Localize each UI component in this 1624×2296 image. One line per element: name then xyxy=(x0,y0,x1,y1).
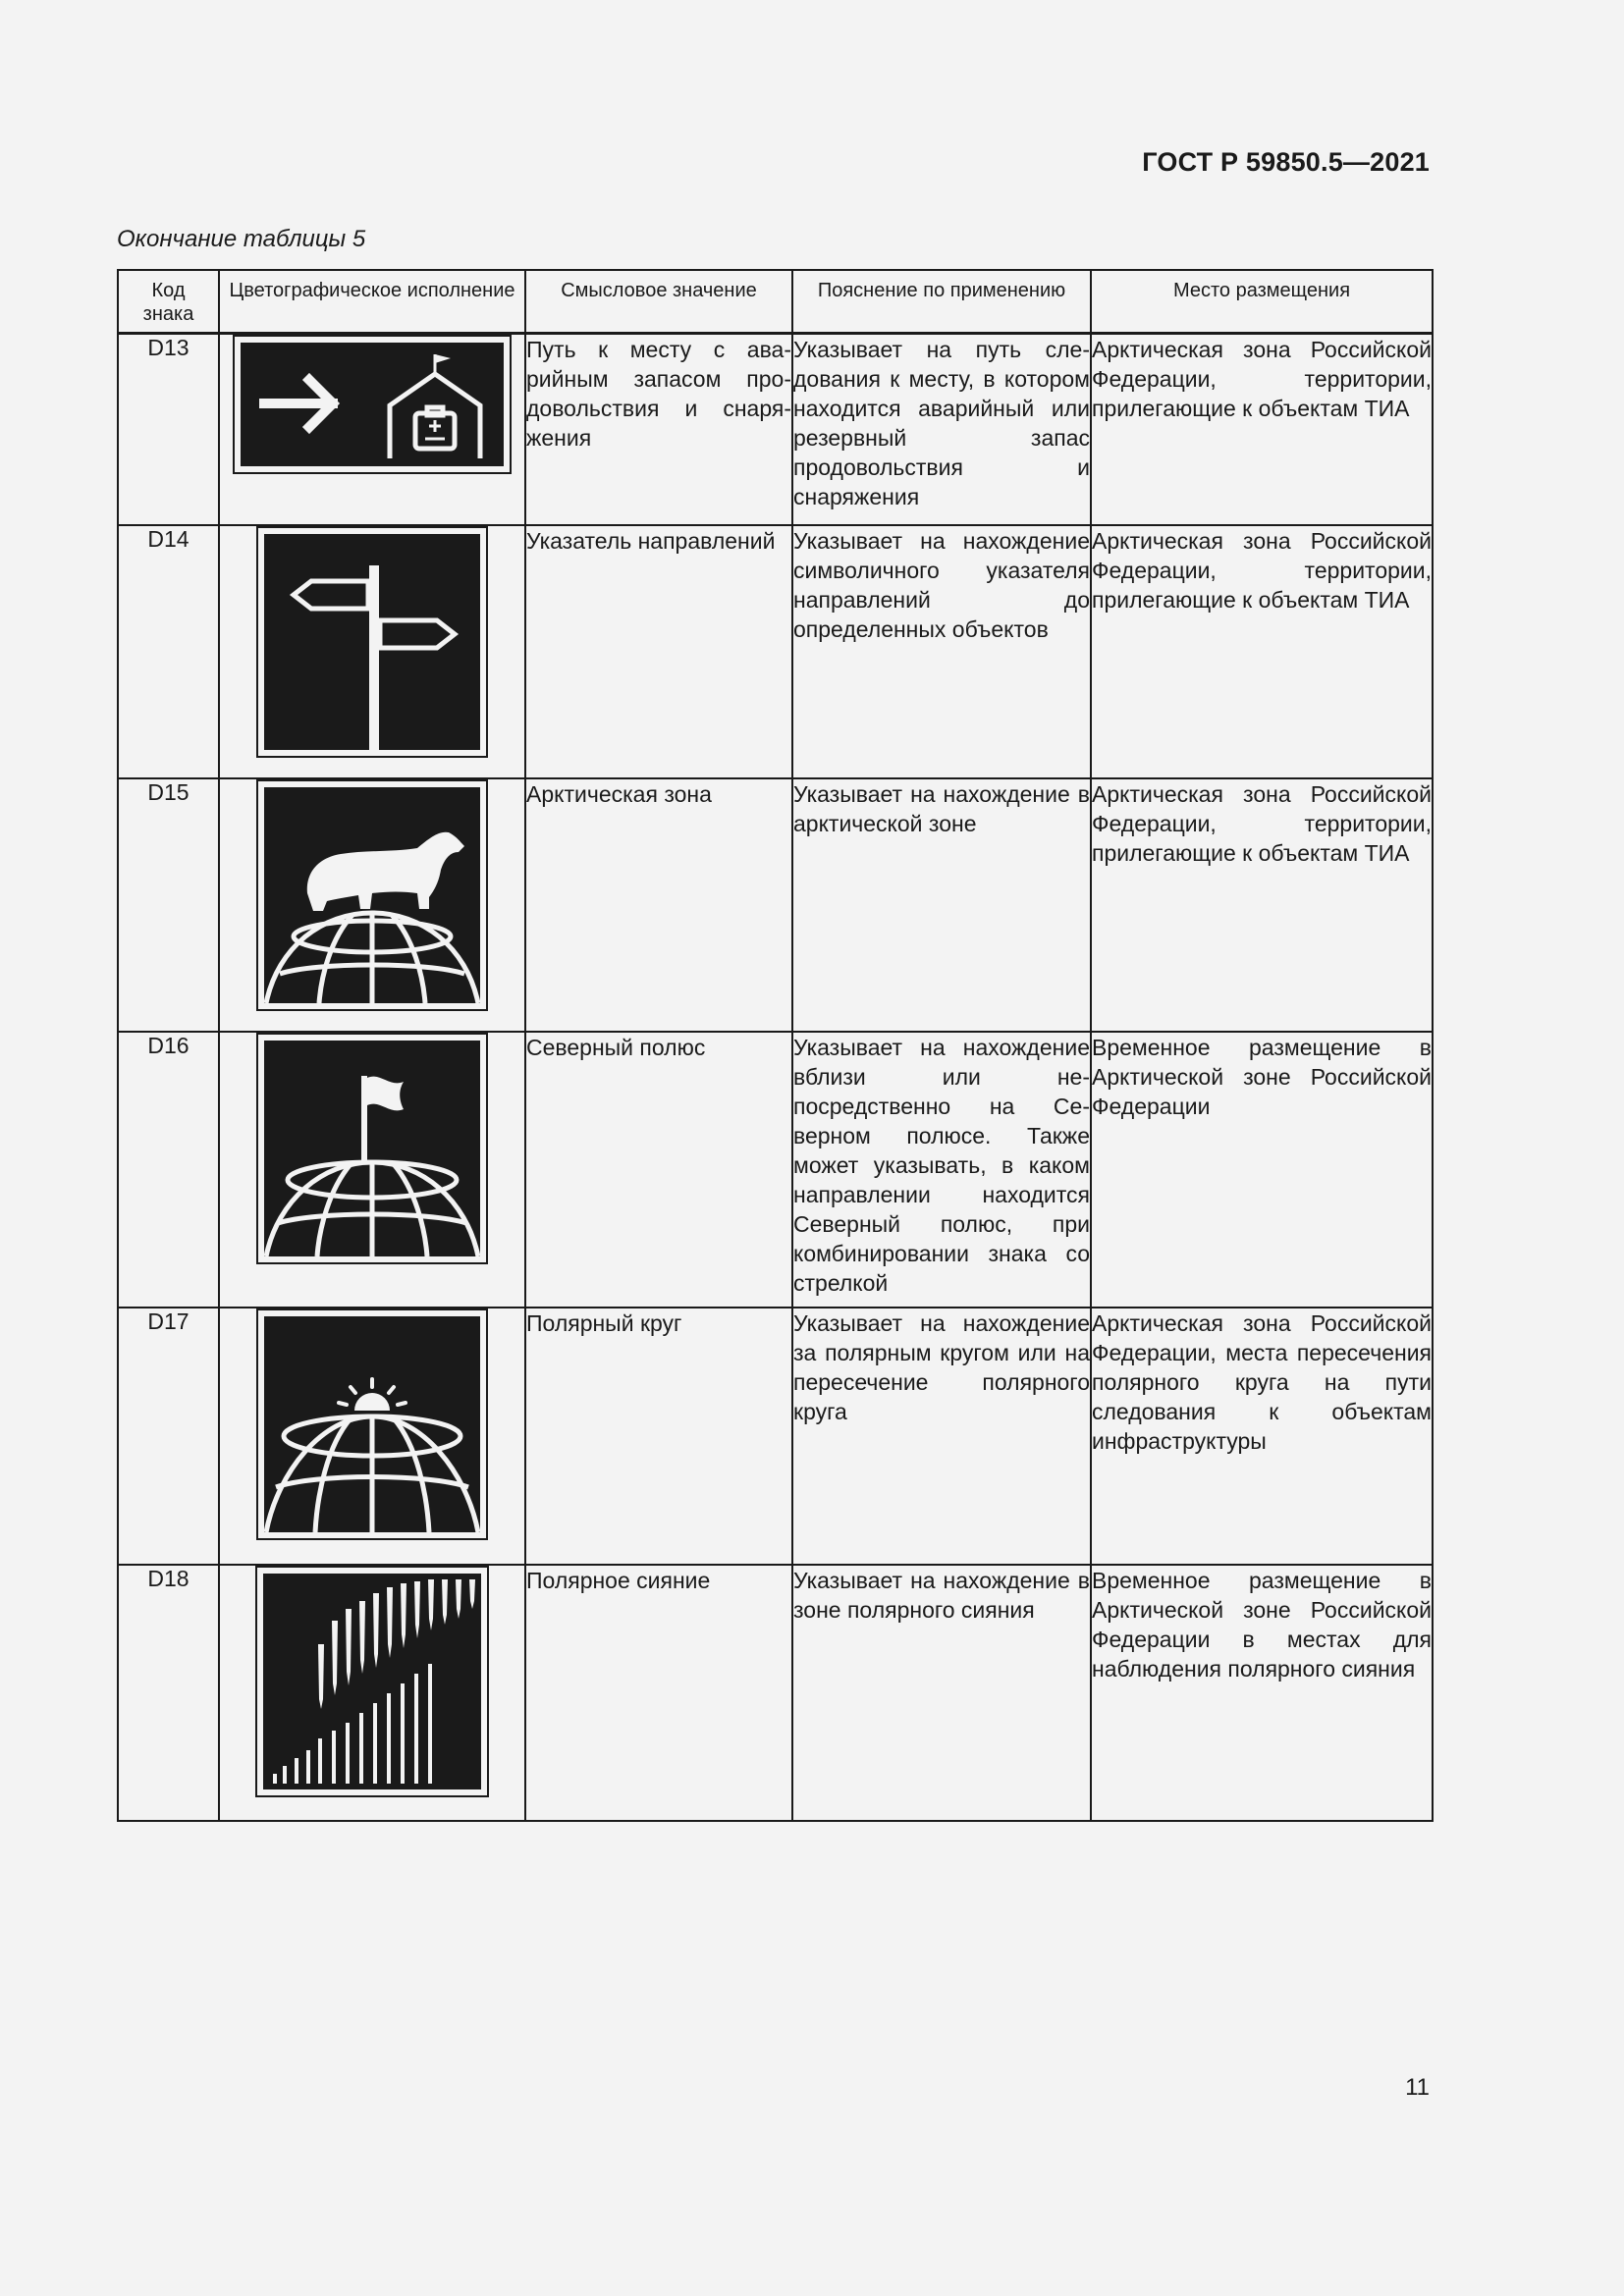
sign-placement: Арктическая зона Российской Федерации, территории, прилегающие к объектам ТИА xyxy=(1091,778,1433,1032)
sun-over-globe-icon xyxy=(256,1308,488,1540)
sign-explanation: Указывает на нахождение вблизи или непосредственно на Северном полюсе. Также может указывать, в каком направлении находится Северный полюс, при комбинировании знака со стрелкой xyxy=(792,1032,1091,1308)
col-header-explanation: Пояснение по применению xyxy=(792,270,1091,334)
sign-graphic xyxy=(219,1308,525,1565)
sign-placement: Временное размещение в Арктической зоне Российской Федерации xyxy=(1091,1032,1433,1308)
signs-table xyxy=(117,269,1434,1822)
sign-explanation: Указывает на нахождение в зоне полярного сияния xyxy=(792,1565,1091,1821)
page-number: 11 xyxy=(1405,2074,1430,2101)
sign-meaning: Северный полюс xyxy=(525,1032,792,1308)
col-header-code: Код знака xyxy=(118,270,219,334)
table-row xyxy=(118,1308,1433,1565)
sign-meaning: Полярное сияние xyxy=(525,1565,792,1821)
sign-graphic xyxy=(219,525,525,778)
col-header-graphic: Цветографическое исполнение xyxy=(219,270,525,334)
flag-on-globe-icon xyxy=(256,1033,488,1264)
document-id: ГОСТ Р 59850.5—2021 xyxy=(1142,147,1430,177)
table-row xyxy=(118,778,1433,1032)
sign-explanation: Указывает на путь следования к месту, в котором находится аварийный или резервный запас продовольствия и снаряжения xyxy=(792,334,1091,525)
table-header-row xyxy=(118,270,1433,334)
table-row xyxy=(118,1565,1433,1821)
col-header-meaning: Смысловое значение xyxy=(525,270,792,334)
sign-code: D17 xyxy=(118,1308,219,1565)
sign-graphic xyxy=(219,1565,525,1821)
table-caption: Окончание таблицы 5 xyxy=(117,226,366,252)
table-row xyxy=(118,334,1433,525)
sign-explanation: Указывает на нахождение за полярным кругом или на пересечение полярного круга xyxy=(792,1308,1091,1565)
sign-code: D16 xyxy=(118,1032,219,1308)
sign-code: D15 xyxy=(118,778,219,1032)
sign-placement: Арктическая зона Российской Федерации, территории, прилегающие к объектам ТИА xyxy=(1091,525,1433,778)
sign-meaning: Полярный круг xyxy=(525,1308,792,1565)
table-row xyxy=(118,525,1433,778)
sign-code: D14 xyxy=(118,525,219,778)
signpost-icon xyxy=(256,526,488,758)
sign-placement: Временное размещение в Арктической зоне Российской Федерации в местах для наблюдения полярного сияния xyxy=(1091,1565,1433,1821)
arrow-to-emergency-shelter-icon xyxy=(233,335,512,474)
sign-meaning: Арктическая зона xyxy=(525,778,792,1032)
sign-code: D18 xyxy=(118,1565,219,1821)
sign-placement: Арктическая зона Российской Федерации, места пересечения полярного круга на пути следования к объектам инфраструктуры xyxy=(1091,1308,1433,1565)
sign-graphic xyxy=(219,778,525,1032)
sign-graphic xyxy=(219,334,525,525)
polar-bear-globe-icon xyxy=(256,779,488,1011)
sign-explanation: Указывает на нахождение в арктической зоне xyxy=(792,778,1091,1032)
sign-meaning: Указатель направлений xyxy=(525,525,792,778)
sign-explanation: Указывает на нахождение символичного указателя направлений до определенных объектов xyxy=(792,525,1091,778)
sign-placement: Арктическая зона Российской Федерации, территории, прилегающие к объектам ТИА xyxy=(1091,334,1433,525)
table-row xyxy=(118,1032,1433,1308)
col-header-placement: Место размещения xyxy=(1091,270,1433,334)
aurora-icon xyxy=(255,1566,489,1797)
sign-code: D13 xyxy=(118,334,219,525)
sign-graphic xyxy=(219,1032,525,1308)
sign-meaning: Путь к месту с аварийным запасом продовольствия и снаряжения xyxy=(525,334,792,525)
